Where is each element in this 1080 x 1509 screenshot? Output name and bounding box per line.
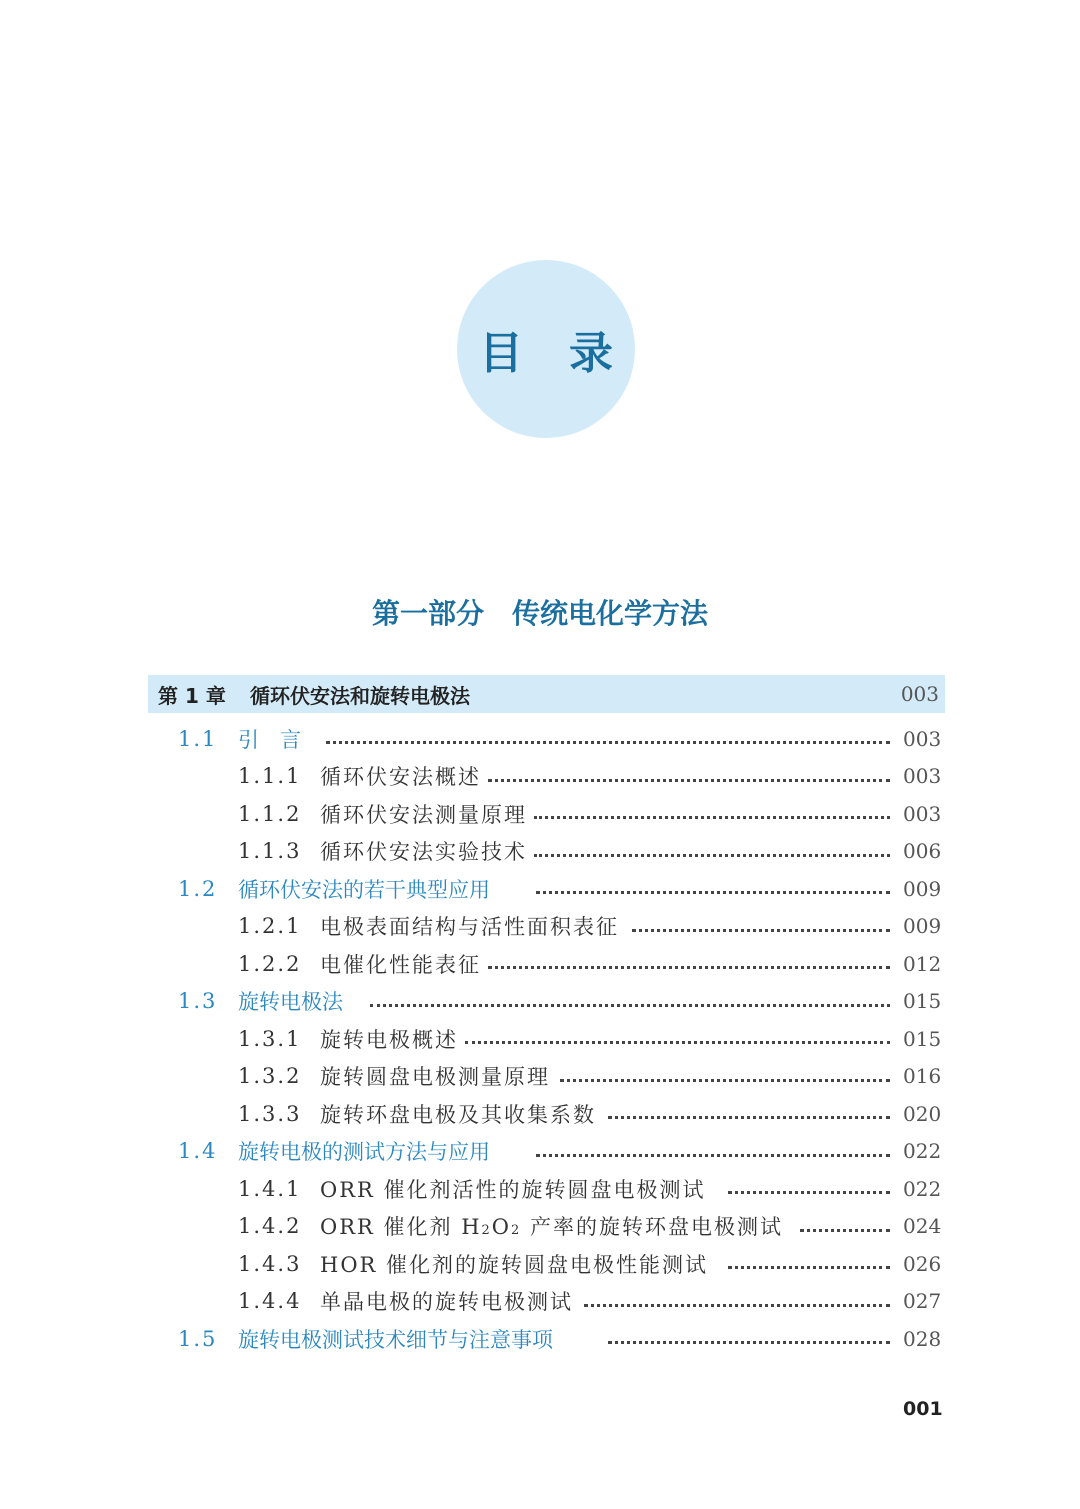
entry-title: 单晶电极的旋转电极测试 (320, 1290, 573, 1315)
entry-title: 电极表面结构与活性面积表征 (320, 915, 619, 940)
dot-leader (534, 816, 890, 819)
entry-title: 循环伏安法实验技术 (320, 840, 527, 865)
entry-number: 1.4.4 (238, 1289, 302, 1314)
toc-entry[interactable] (0, 1320, 1080, 1358)
entry-title: 旋转电极测试技术细节与注意事项 (238, 1327, 553, 1352)
dot-leader (370, 1004, 890, 1007)
dot-leader (728, 1266, 890, 1269)
subscript: 2 (511, 1223, 522, 1239)
entry-title: 循环伏安法概述 (320, 765, 481, 790)
entry-number: 1.4.3 (238, 1251, 302, 1276)
entry-title: 旋转电极法 (238, 990, 343, 1015)
toc-entry[interactable] (0, 795, 1080, 833)
entry-number: 1.1.2 (238, 801, 302, 826)
entry-page: 003 (903, 726, 942, 751)
entry-page: 020 (903, 1101, 942, 1126)
toc-entry[interactable] (0, 1208, 1080, 1246)
toc-entry[interactable] (0, 945, 1080, 983)
entry-title: HOR 催化剂的旋转圆盘电极性能测试 (320, 1252, 709, 1277)
entry-number: 1.1.1 (238, 764, 302, 789)
toc-entry[interactable] (0, 1170, 1080, 1208)
dot-leader (465, 1041, 890, 1044)
entry-page: 006 (903, 839, 942, 864)
dot-leader (728, 1191, 890, 1194)
entry-page: 015 (903, 989, 942, 1014)
entry-page: 016 (903, 1064, 942, 1089)
dot-leader (584, 1304, 890, 1307)
toc-entry[interactable] (0, 870, 1080, 908)
dot-leader (534, 854, 890, 857)
entry-number: 1.2.1 (238, 914, 302, 939)
entry-page: 027 (903, 1289, 942, 1314)
entry-title-part: ORR 催化剂 H (320, 1215, 482, 1240)
toc-entry[interactable] (0, 758, 1080, 796)
title-circle (457, 260, 659, 438)
entry-page: 022 (903, 1176, 942, 1201)
entry-number: 1.1 (178, 726, 218, 751)
toc-entry[interactable] (0, 1133, 1080, 1171)
entry-number: 1.2 (178, 876, 218, 901)
chapter-heading[interactable] (148, 675, 945, 713)
toc-entry[interactable] (0, 983, 1080, 1021)
entry-number: 1.3.3 (238, 1101, 302, 1126)
dot-leader (326, 741, 890, 744)
chapter-title: 循环伏安法和旋转电极法 (250, 683, 470, 708)
dot-leader (632, 929, 890, 932)
toc-entry[interactable] (0, 1058, 1080, 1096)
toc-entry[interactable] (0, 1095, 1080, 1133)
toc-entry[interactable] (0, 720, 1080, 758)
entry-page: 009 (903, 914, 942, 939)
entry-title: 旋转电极的测试方法与应用 (238, 1140, 490, 1165)
entry-page: 022 (903, 1139, 942, 1164)
page-number: 001 (903, 1398, 943, 1420)
dot-leader (800, 1229, 890, 1232)
entry-title: 旋转环盘电极及其收集系数 (320, 1102, 596, 1127)
entry-page: 015 (903, 1026, 942, 1051)
entry-title-part: 产率的旋转环盘电极测试 (521, 1215, 783, 1240)
dot-leader (536, 1154, 890, 1157)
toc-title: 目录 (479, 328, 659, 379)
part-title: 第一部分 传统电化学方法 (371, 597, 708, 630)
entry-title: 循环伏安法的若干典型应用 (238, 877, 490, 902)
entry-title: 引 言 (238, 727, 301, 752)
entry-number: 1.3.1 (238, 1026, 302, 1051)
toc-entry[interactable] (0, 1283, 1080, 1321)
dot-leader (608, 1116, 890, 1119)
entry-page: 003 (903, 801, 942, 826)
toc-entry[interactable] (0, 833, 1080, 871)
entry-number: 1.3 (178, 989, 218, 1014)
entry-number: 1.2.2 (238, 951, 302, 976)
entry-title: 循环伏安法测量原理 (320, 802, 527, 827)
entry-page: 012 (903, 951, 942, 976)
chapter-page: 003 (900, 682, 939, 706)
toc-list (0, 720, 1080, 1358)
entry-title-part: O (491, 1215, 512, 1240)
entry-number: 1.4 (178, 1139, 218, 1164)
toc-entry[interactable] (0, 1245, 1080, 1283)
entry-number: 1.3.2 (238, 1064, 302, 1089)
chapter-number: 第 1 章 (158, 683, 226, 708)
entry-number: 1.5 (178, 1326, 218, 1351)
entry-number: 1.4.2 (238, 1214, 302, 1239)
dot-leader (488, 779, 890, 782)
dot-leader (608, 1341, 890, 1344)
entry-number: 1.4.1 (238, 1176, 302, 1201)
entry-page: 009 (903, 876, 942, 901)
entry-number: 1.1.3 (238, 839, 302, 864)
entry-title (320, 1211, 783, 1241)
entry-title: 旋转电极概述 (320, 1027, 458, 1052)
entry-title: 旋转圆盘电极测量原理 (320, 1065, 550, 1090)
entry-title: ORR 催化剂活性的旋转圆盘电极测试 (320, 1177, 706, 1202)
entry-page: 026 (903, 1251, 942, 1276)
entry-page: 024 (903, 1214, 942, 1239)
toc-entry[interactable] (0, 908, 1080, 946)
dot-leader (560, 1079, 890, 1082)
subscript: 2 (481, 1223, 492, 1239)
dot-leader (488, 966, 890, 969)
entry-page: 028 (903, 1326, 942, 1351)
entry-page: 003 (903, 764, 942, 789)
toc-entry[interactable] (0, 1020, 1080, 1058)
entry-title: 电催化性能表征 (320, 952, 481, 977)
dot-leader (536, 891, 890, 894)
